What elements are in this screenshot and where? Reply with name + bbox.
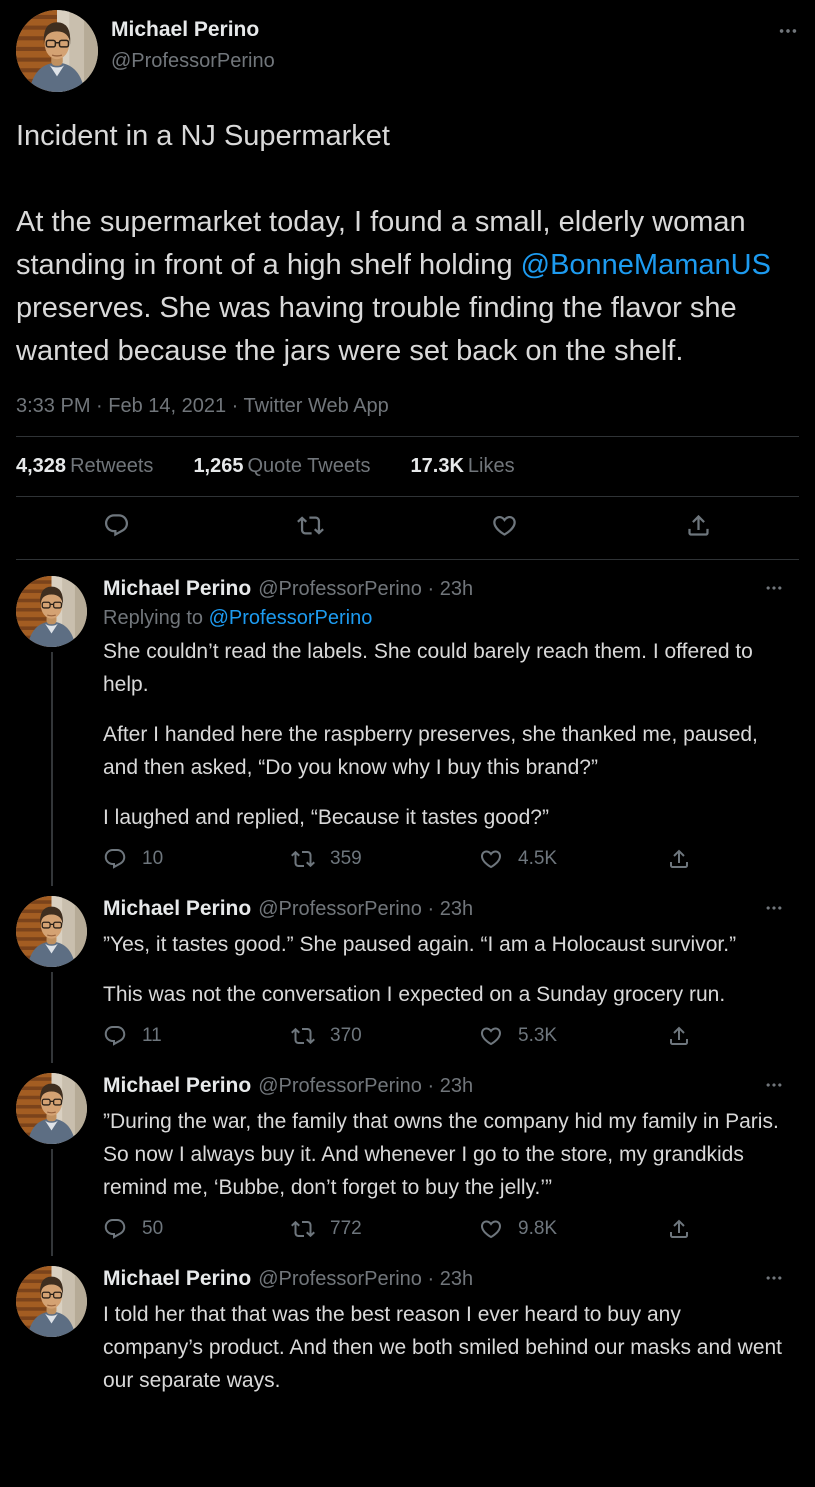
retweet-icon bbox=[291, 847, 315, 871]
avatar[interactable] bbox=[16, 1073, 87, 1144]
reply-header bbox=[103, 1266, 784, 1293]
profile-photo-icon bbox=[16, 576, 87, 647]
share-button[interactable] bbox=[667, 847, 691, 871]
reply-icon bbox=[103, 847, 127, 871]
like-count: 9.8K bbox=[518, 1218, 558, 1239]
reply-count: 10 bbox=[142, 848, 164, 869]
share-icon bbox=[667, 1024, 691, 1048]
tweet-text bbox=[16, 115, 799, 373]
reply-button[interactable] bbox=[103, 1217, 291, 1241]
tweet-stats bbox=[16, 437, 799, 496]
tweet-text-segment: At the supermarket today, I found a small, elderly woman standing in front of a high shelf holding bbox=[16, 206, 746, 281]
tweet-text bbox=[103, 635, 784, 834]
more-button[interactable] bbox=[777, 10, 799, 47]
reply-body bbox=[103, 896, 784, 1063]
main-tweet-header bbox=[16, 10, 799, 92]
heart-icon bbox=[479, 1217, 503, 1241]
tweet-actions bbox=[103, 497, 713, 559]
share-button[interactable] bbox=[667, 1024, 691, 1048]
reply-body bbox=[103, 576, 784, 886]
reply-button[interactable] bbox=[103, 847, 291, 871]
user-handle-time[interactable]: @ProfessorPerino · 23h bbox=[258, 898, 474, 920]
more-button[interactable] bbox=[764, 1073, 784, 1100]
reply-icon bbox=[103, 1024, 127, 1048]
tweet-actions bbox=[103, 1024, 691, 1048]
retweet-button[interactable] bbox=[297, 512, 324, 544]
reply-count: 50 bbox=[142, 1218, 164, 1239]
display-name[interactable]: Michael Perino bbox=[103, 577, 252, 600]
thread-line bbox=[51, 652, 53, 886]
tweet-text-paragraph: I told her that that was the best reason I ever heard to buy any company’s product. And then we both smiled behind our masks and went our separate ways. bbox=[103, 1303, 783, 1392]
thread-line bbox=[51, 972, 53, 1063]
avatar[interactable] bbox=[16, 896, 87, 967]
retweet-count: 772 bbox=[330, 1218, 362, 1239]
like-button[interactable] bbox=[479, 1217, 667, 1241]
thread-line bbox=[51, 1149, 53, 1256]
reply-left-column bbox=[16, 1073, 87, 1256]
display-name[interactable]: Michael Perino bbox=[103, 1267, 252, 1290]
reply-tweet[interactable] bbox=[16, 1063, 799, 1256]
profile-photo-icon bbox=[16, 1073, 87, 1144]
retweet-count: 370 bbox=[330, 1025, 362, 1046]
tweet-text-paragraph: ”Yes, it tastes good.” She paused again. “I am a Holocaust survivor.” bbox=[103, 933, 737, 956]
reply-tweet[interactable] bbox=[16, 566, 799, 886]
avatar[interactable] bbox=[16, 576, 87, 647]
retweet-button[interactable] bbox=[291, 1024, 479, 1048]
heart-icon bbox=[479, 1024, 503, 1048]
avatar[interactable] bbox=[16, 1266, 87, 1337]
more-icon bbox=[764, 898, 784, 918]
profile-photo-icon bbox=[16, 896, 87, 967]
user-handle-time[interactable]: @ProfessorPerino · 23h bbox=[258, 1075, 474, 1097]
replies-section bbox=[0, 560, 815, 1412]
retweet-count: 359 bbox=[330, 848, 362, 869]
more-icon bbox=[764, 1075, 784, 1095]
retweets-stat[interactable]: 4,328 Retweets bbox=[16, 455, 154, 477]
tweet-actions bbox=[103, 847, 691, 871]
display-name[interactable]: Michael Perino bbox=[103, 1074, 252, 1097]
reply-button[interactable] bbox=[103, 512, 130, 544]
heart-icon bbox=[479, 847, 503, 871]
share-button[interactable] bbox=[685, 512, 712, 544]
tweet-timestamp: 3:33 PM · Feb 14, 2021 · Twitter Web App bbox=[16, 395, 389, 417]
reply-tweet[interactable] bbox=[16, 886, 799, 1063]
reply-header bbox=[103, 896, 784, 923]
reply-icon bbox=[103, 512, 130, 539]
tweet-text-paragraph: ”During the war, the family that owns the company hid my family in Paris. So now I always buy it. And whenever I go to the store, my grandkids remind me, ‘Bubbe, don’t forget to buy the jelly.’” bbox=[103, 1110, 779, 1199]
tweet-text-paragraph: I laughed and replied, “Because it tastes good?” bbox=[103, 806, 549, 829]
tweet-text bbox=[103, 1105, 784, 1204]
reply-icon bbox=[103, 1217, 127, 1241]
mention-link[interactable]: @BonneMamanUS bbox=[520, 249, 771, 281]
more-icon bbox=[764, 1268, 784, 1288]
reply-count: 11 bbox=[142, 1025, 162, 1046]
likes-stat[interactable]: 17.3K Likes bbox=[410, 455, 515, 477]
reply-left-column bbox=[16, 576, 87, 886]
more-icon bbox=[764, 578, 784, 598]
display-name[interactable]: Michael Perino bbox=[111, 18, 260, 41]
reply-left-column bbox=[16, 1266, 87, 1412]
more-button[interactable] bbox=[764, 1266, 784, 1293]
retweet-icon bbox=[291, 1024, 315, 1048]
tweet-text-segment: preserves. She was having trouble finding the flavor she wanted because the jars were set back on the shelf. bbox=[16, 292, 737, 367]
more-button[interactable] bbox=[764, 576, 784, 603]
reply-left-column bbox=[16, 896, 87, 1063]
retweet-button[interactable] bbox=[291, 847, 479, 871]
user-handle-time[interactable]: @ProfessorPerino · 23h bbox=[258, 1268, 474, 1290]
replying-to: Replying to @ProfessorPerino bbox=[103, 607, 373, 629]
reply-body bbox=[103, 1073, 784, 1256]
display-name[interactable]: Michael Perino bbox=[103, 897, 252, 920]
share-icon bbox=[685, 512, 712, 539]
share-icon bbox=[667, 847, 691, 871]
tweet-text-paragraph: Incident in a NJ Supermarket bbox=[16, 120, 390, 152]
share-button[interactable] bbox=[667, 1217, 691, 1241]
tweet-text-paragraph: After I handed here the raspberry preserves, she thanked me, paused, and then asked, “Do you know why I buy this brand?” bbox=[103, 723, 758, 779]
tweet-text-paragraph: She couldn’t read the labels. She could barely reach them. I offered to help. bbox=[103, 640, 753, 696]
retweet-button[interactable] bbox=[291, 1217, 479, 1241]
main-tweet bbox=[0, 0, 815, 560]
retweet-icon bbox=[297, 512, 324, 539]
retweet-icon bbox=[291, 1217, 315, 1241]
reply-body bbox=[103, 1266, 784, 1412]
user-handle[interactable]: @ProfessorPerino bbox=[111, 50, 275, 73]
reply-header bbox=[103, 1073, 784, 1100]
tweet-text bbox=[103, 1298, 784, 1397]
avatar[interactable] bbox=[16, 10, 98, 92]
profile-photo-icon bbox=[16, 10, 98, 92]
reply-header bbox=[103, 576, 784, 603]
more-icon bbox=[777, 20, 799, 42]
reply-button[interactable] bbox=[103, 1024, 291, 1048]
tweet-text bbox=[103, 928, 784, 1011]
like-button[interactable] bbox=[491, 512, 518, 544]
profile-photo-icon bbox=[16, 1266, 87, 1337]
tweet-text-paragraph bbox=[16, 201, 799, 373]
mention-link[interactable]: @ProfessorPerino bbox=[208, 607, 373, 629]
like-count: 4.5K bbox=[518, 848, 558, 869]
tweet-actions bbox=[103, 1217, 691, 1241]
like-button[interactable] bbox=[479, 1024, 667, 1048]
heart-icon bbox=[491, 512, 518, 539]
user-handle-time[interactable]: @ProfessorPerino · 23h bbox=[258, 578, 474, 600]
author-names bbox=[111, 10, 764, 73]
like-count: 5.3K bbox=[518, 1025, 558, 1046]
reply-tweet[interactable] bbox=[16, 1256, 799, 1412]
more-button[interactable] bbox=[764, 896, 784, 923]
share-icon bbox=[667, 1217, 691, 1241]
quote-tweets-stat[interactable]: 1,265 Quote Tweets bbox=[193, 455, 371, 477]
tweet-text-paragraph: This was not the conversation I expected on a Sunday grocery run. bbox=[103, 983, 726, 1006]
like-button[interactable] bbox=[479, 847, 667, 871]
